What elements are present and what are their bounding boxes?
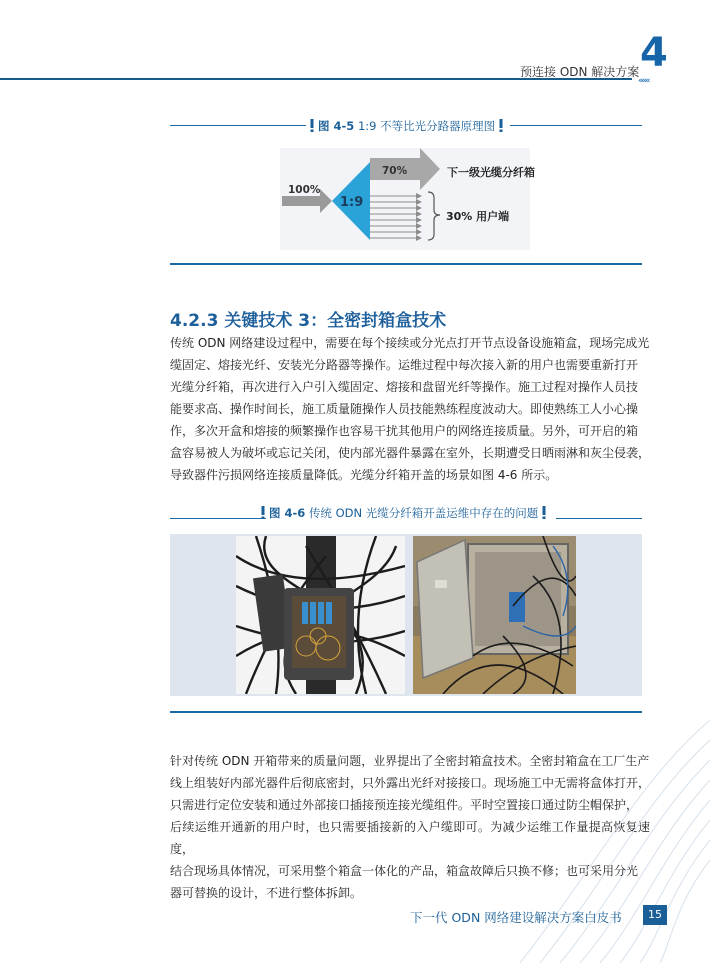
exclamation-icon [261, 506, 265, 519]
input-percent: 100% [288, 184, 321, 196]
paragraph-line: 缆固定、熔接光纤、安装光分路器等操作。运维过程中每次接入新的用户也需要重新打开 [170, 358, 639, 372]
photo-pole-box [236, 536, 405, 694]
paragraph-line: 只需进行定位安装和通过外部接口插接预连接光缆组件。平时空置接口通过防尘帽保护， [170, 798, 639, 812]
figure-caption-text: 传统 ODN 光缆分纤箱开盖运维中存在的问题 [308, 506, 539, 520]
upper-destination: 下一级光缆分纤箱 [447, 166, 535, 179]
paragraph-line: 能要求高、操作时间长，施工质量随操作人员技能熟练程度波动大。即使熟练工人小心操 [170, 402, 639, 416]
upper-percent: 70% [382, 165, 408, 177]
figure-4-5-caption [306, 118, 507, 134]
header-title: 预连接 ODN 解决方案 [520, 65, 640, 79]
paragraph-line: 针对传统 ODN 开箱带来的质量问题，业界提出了全密封箱盒技术。全密封箱盒在工厂生产 [170, 754, 650, 768]
figure-label: 图 4-5 [318, 119, 355, 133]
caption-rule-right [556, 518, 642, 519]
caption-rule-left [170, 125, 306, 126]
section-paragraph [170, 332, 650, 486]
photo-open-cabinet [413, 536, 576, 694]
figure-bottom-rule [170, 263, 642, 265]
figure-label: 图 4-6 [269, 506, 306, 520]
chevron-left-icon: ««« [638, 76, 649, 86]
paragraph-line: 盒容易被人为破坏或忘记关闭，使内部光器件暴露在室外，长期遭受日晒雨淋和灰尘侵袭， [170, 446, 651, 460]
section-title: 4.2.3 关键技术 3：全密封箱盒技术 [170, 311, 447, 331]
splitter-diagram [170, 140, 642, 252]
caption-rule-left [170, 518, 266, 519]
caption-rule-right [510, 125, 642, 126]
paragraph-line: 导致器件污损网络连接质量降低。光缆分纤箱开盖的场景如图 4-6 所示。 [170, 468, 558, 482]
paragraph-line: 光缆分纤箱，再次进行入户引入缆固定、熔接和盘留光纤等操作。施工过程对操作人员技 [170, 380, 639, 394]
user-end-label: 30% 用户端 [446, 210, 510, 223]
figure-caption-text: 1:9 不等比光分路器原理图 [357, 119, 496, 133]
chapter-number: 4 [640, 30, 668, 76]
footer-title: 下一代 ODN 网络建设解决方案白皮书 [410, 910, 622, 925]
page-number: 15 [643, 905, 667, 925]
figure-4-6-caption [257, 505, 550, 521]
paragraph-line: 作，多次开盒和熔接的频繁操作也容易干扰其他用户的网络连接质量。另外，可开启的箱 [170, 424, 639, 438]
paragraph-line: 传统 ODN 网络建设过程中，需要在每个接续或分光点打开节点设备设施箱盒，现场完成光 [170, 336, 650, 350]
exclamation-icon [310, 119, 314, 132]
paragraph-line: 器可替换的设计，不进行整体拆卸。 [170, 886, 363, 900]
paragraph-line: 线上组装好内部光器件后彻底密封，只外露出光纤对接接口。现场施工中无需将盒体打开， [170, 776, 651, 790]
exclamation-icon [542, 506, 546, 519]
paragraph-line: 后续运维开通新的用户时，也只需要插接新的入户缆即可。为减少运维工作量提高恢复速度， [170, 820, 650, 856]
exclamation-icon [499, 119, 503, 132]
paragraph-line: 结合现场具体情况，可采用整个箱盒一体化的产品，箱盒故障后只换不修；也可采用分光 [170, 864, 639, 878]
split-ratio: 1:9 [340, 195, 364, 210]
